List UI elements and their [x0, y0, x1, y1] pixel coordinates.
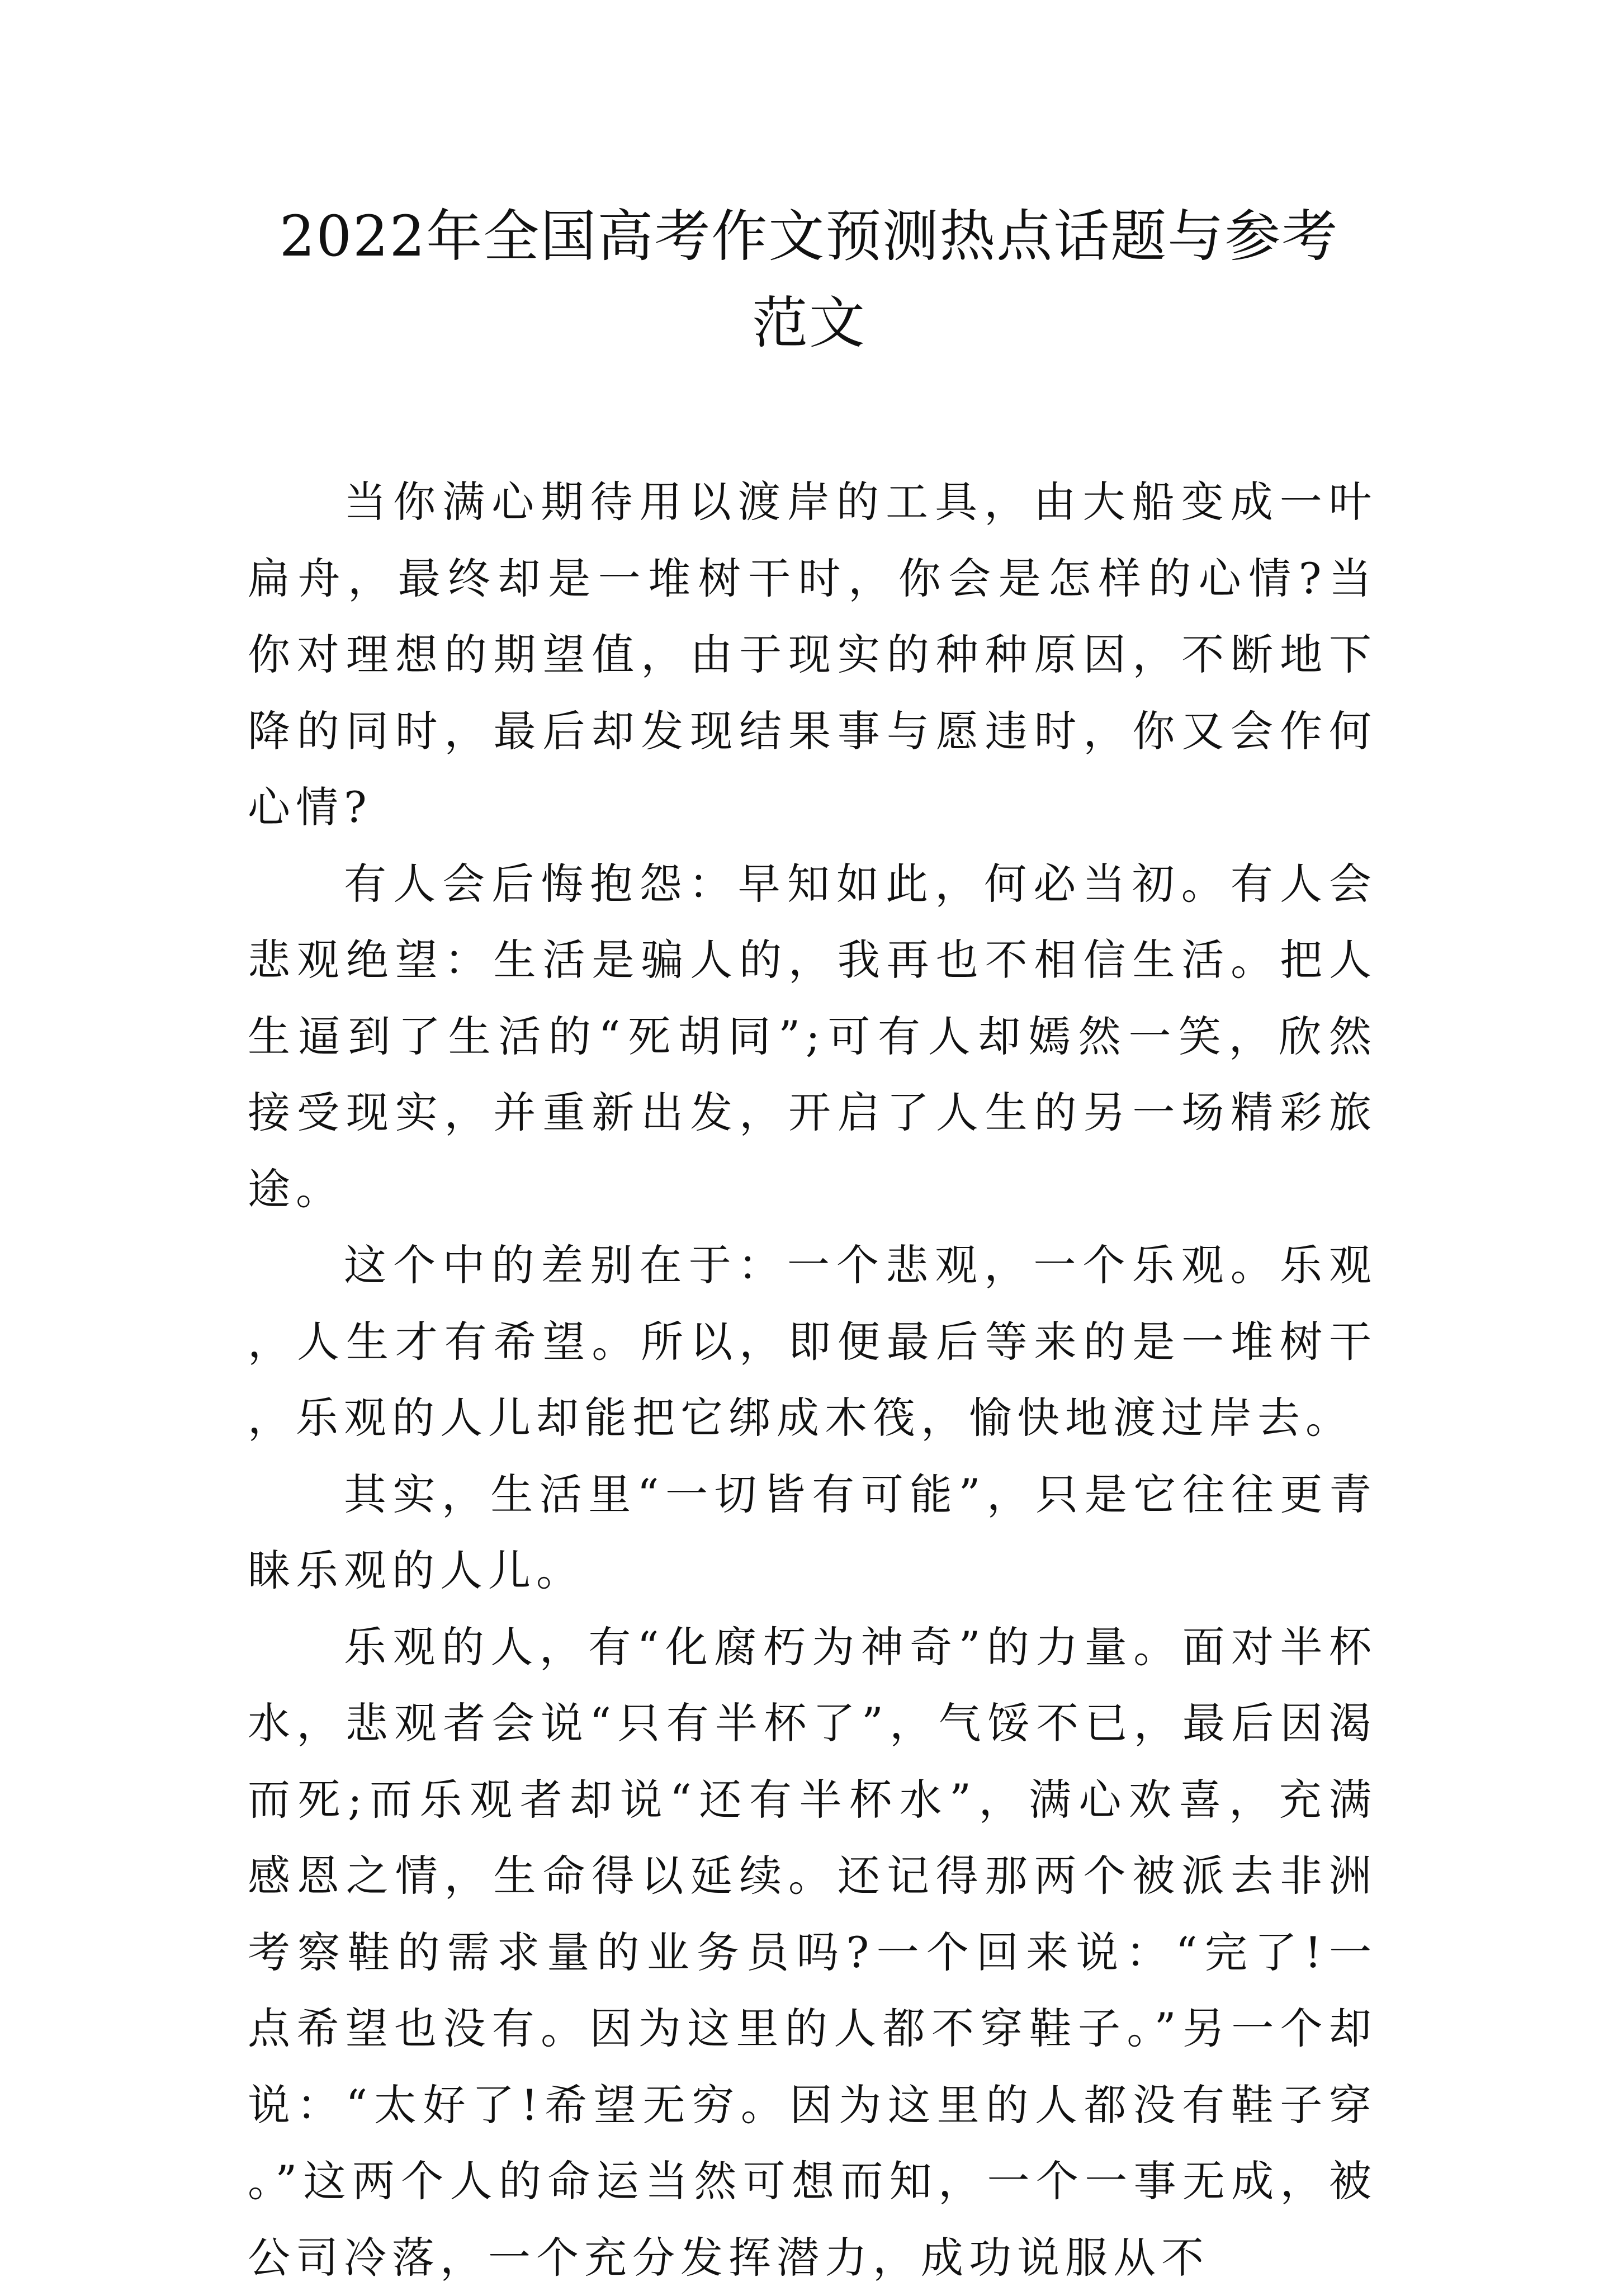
document-title: [235, 193, 1383, 366]
paragraph-1: 当你满心期待用以渡岸的工具，由大船变成一叶扁舟，最终却是一堆树干时，你会是怎样的心情?当你对理想的期望值，由于现实的种种原因，不断地下降的同时，最后却发现结果事与愿违时，你又会作何心情?: [248, 464, 1377, 846]
paragraph-2: 有人会后悔抱怨：早知如此，何必当初。有人会悲观绝望：生活是骗人的，我再也不相信生活。把人生逼到了生活的“死胡同”;可有人却嫣然一笑，欣然接受现实，并重新出发，开启了人生的另一场精彩旅途。: [248, 846, 1377, 1228]
paragraph-4: 其实，生活里“一切皆有可能”，只是它往往更青睐乐观的人儿。: [248, 1457, 1377, 1609]
paragraph-5: 乐观的人，有“化腐朽为神奇”的力量。面对半杯水，悲观者会说“只有半杯了”，气馁不已，最后因渴而死;而乐观者却说“还有半杯水”，满心欢喜，充满感恩之情，生命得以延续。还记得那两个被派去非洲考察鞋的需求量的业务员吗?一个回来说：“完了!一点希望也没有。因为这里的人都不穿鞋子。”另一个却说：“太好了!希望无穷。因为这里的人都没有鞋子穿。”这两个人的命运当然可想而知，一个一事无成，被公司冷落，一个充分发挥潜力，成功说服从不: [248, 1609, 1377, 2296]
document-body: [248, 464, 1377, 2296]
paragraph-3: 这个中的差别在于：一个悲观，一个乐观。乐观，人生才有希望。所以，即便最后等来的是一堆树干，乐观的人儿却能把它绑成木筏，愉快地渡过岸去。: [248, 1227, 1377, 1457]
title-line-1: 2022年全国高考作文预测热点话题与参考: [235, 193, 1383, 280]
title-line-2: 范文: [235, 280, 1383, 366]
